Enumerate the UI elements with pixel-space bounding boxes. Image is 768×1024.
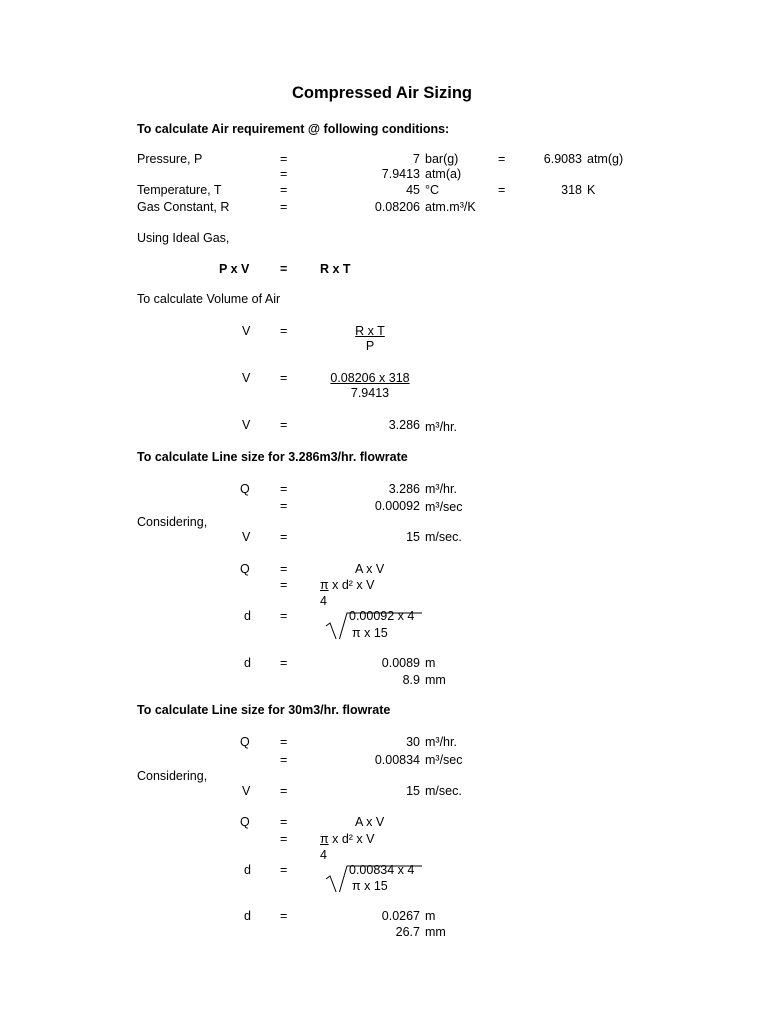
flow-sec-unit: m³/sec xyxy=(425,500,463,514)
temperature-value: 45 xyxy=(406,183,420,197)
fraction-denominator: P xyxy=(365,339,375,353)
equals-sign: = xyxy=(280,578,288,592)
v-symbol: V xyxy=(242,530,251,544)
fraction-denominator: 7.9413 xyxy=(350,386,390,400)
pressure-conv-unit: atm(g) xyxy=(587,152,624,166)
section1-heading: To calculate Air requirement @ following conditions: xyxy=(137,122,450,136)
d-symbol: d xyxy=(244,863,251,877)
pv-term: P x V xyxy=(219,262,250,276)
temperature-unit: °C xyxy=(425,183,440,197)
pi-symbol: π xyxy=(320,832,329,846)
d-symbol: d xyxy=(244,909,251,923)
equals-sign: = xyxy=(280,735,288,749)
equals-sign: = xyxy=(280,815,288,829)
equals-sign: = xyxy=(280,753,288,767)
pi-symbol: π xyxy=(320,578,329,592)
flow-unit: m³/hr. xyxy=(425,735,457,749)
q-symbol: Q xyxy=(240,815,250,829)
area-expression: x d² x V xyxy=(332,832,375,846)
axv-term: A x V xyxy=(355,562,385,576)
diameter-mm-unit: mm xyxy=(425,673,446,687)
equals-sign: = xyxy=(280,530,288,544)
equals-sign: = xyxy=(280,832,288,846)
equals-sign: = xyxy=(498,183,506,197)
divisor-four: 4 xyxy=(320,594,327,608)
velocity-unit: m/sec. xyxy=(425,530,462,544)
temperature-conv-value: 318 xyxy=(561,183,582,197)
section3-heading: To calculate Line size for 30m3/hr. flowrate xyxy=(137,703,391,717)
diameter-unit: m xyxy=(425,909,436,923)
equals-sign: = xyxy=(280,371,288,385)
considering-text: Considering, xyxy=(137,769,208,783)
flow-sec-value: 0.00834 xyxy=(374,753,420,767)
gas-constant-label: Gas Constant, R xyxy=(137,200,230,214)
flow-sec-value: 0.00092 xyxy=(374,499,420,513)
fraction-numerator: R x T xyxy=(355,324,385,338)
v-symbol: V xyxy=(242,418,251,432)
sqrt-denominator: π x 15 xyxy=(352,879,388,893)
diameter-unit: m xyxy=(425,656,436,670)
equals-sign: = xyxy=(280,152,288,166)
v-symbol: V xyxy=(242,371,251,385)
equals-sign: = xyxy=(280,167,288,181)
volume-unit: m³/hr. xyxy=(425,420,457,434)
velocity-unit: m/sec. xyxy=(425,784,462,798)
equals-sign: = xyxy=(280,656,288,670)
pressure-value: 7 xyxy=(413,152,420,166)
sqrt-numerator: 0.00834 x 4 xyxy=(349,863,415,877)
equals-sign: = xyxy=(280,324,288,338)
diameter-value: 0.0089 xyxy=(381,656,420,670)
v-symbol: V xyxy=(242,324,251,338)
equals-sign: = xyxy=(280,609,288,623)
diameter-value: 0.0267 xyxy=(381,909,420,923)
equals-sign: = xyxy=(280,562,288,576)
diameter-mm-unit: mm xyxy=(425,925,446,939)
equals-sign: = xyxy=(280,909,288,923)
diameter-mm-value: 26.7 xyxy=(395,925,420,939)
ideal-gas-text: Using Ideal Gas, xyxy=(137,231,230,245)
equals-sign: = xyxy=(498,152,506,166)
equals-sign: = xyxy=(280,418,288,432)
pressure-abs-value: 7.9413 xyxy=(381,167,420,181)
considering-text: Considering, xyxy=(137,515,208,529)
q-symbol: Q xyxy=(240,482,250,496)
equals-sign: = xyxy=(280,499,288,513)
pressure-abs-unit: atm(a) xyxy=(425,167,462,181)
equals-sign: = xyxy=(280,183,288,197)
velocity-value: 15 xyxy=(406,530,420,544)
divisor-four: 4 xyxy=(320,848,327,862)
gas-constant-unit: atm.m³/K xyxy=(425,200,476,214)
temperature-label: Temperature, T xyxy=(137,183,222,197)
flow-value: 30 xyxy=(406,735,420,749)
equals-sign: = xyxy=(280,200,288,214)
equals-sign: = xyxy=(280,863,288,877)
v-symbol: V xyxy=(242,784,251,798)
diameter-mm-value: 8.9 xyxy=(402,673,420,687)
flow-unit: m³/hr. xyxy=(425,482,457,496)
volume-heading: To calculate Volume of Air xyxy=(137,292,281,306)
fraction-numerator: 0.08206 x 318 xyxy=(330,371,410,385)
page-title: Compressed Air Sizing xyxy=(292,84,473,102)
sqrt-denominator: π x 15 xyxy=(352,626,388,640)
volume-value: 3.286 xyxy=(388,418,420,432)
equals-sign: = xyxy=(280,784,288,798)
flow-sec-unit: m³/sec xyxy=(425,753,463,767)
d-symbol: d xyxy=(244,656,251,670)
pressure-label: Pressure, P xyxy=(137,152,203,166)
equals-sign: = xyxy=(280,482,288,496)
d-symbol: d xyxy=(244,609,251,623)
temperature-conv-unit: K xyxy=(587,183,596,197)
flow-value: 3.286 xyxy=(388,482,420,496)
q-symbol: Q xyxy=(240,562,250,576)
pressure-unit: bar(g) xyxy=(425,152,459,166)
area-expression: x d² x V xyxy=(332,578,375,592)
axv-term: A x V xyxy=(355,815,385,829)
pressure-conv-value: 6.9083 xyxy=(543,152,582,166)
gas-constant-value: 0.08206 xyxy=(374,200,420,214)
q-symbol: Q xyxy=(240,735,250,749)
sqrt-numerator: 0.00092 x 4 xyxy=(349,609,415,623)
section2-heading: To calculate Line size for 3.286m3/hr. flowrate xyxy=(137,450,408,464)
rt-term: R x T xyxy=(320,262,351,276)
equals-sign: = xyxy=(280,262,288,276)
velocity-value: 15 xyxy=(406,784,420,798)
